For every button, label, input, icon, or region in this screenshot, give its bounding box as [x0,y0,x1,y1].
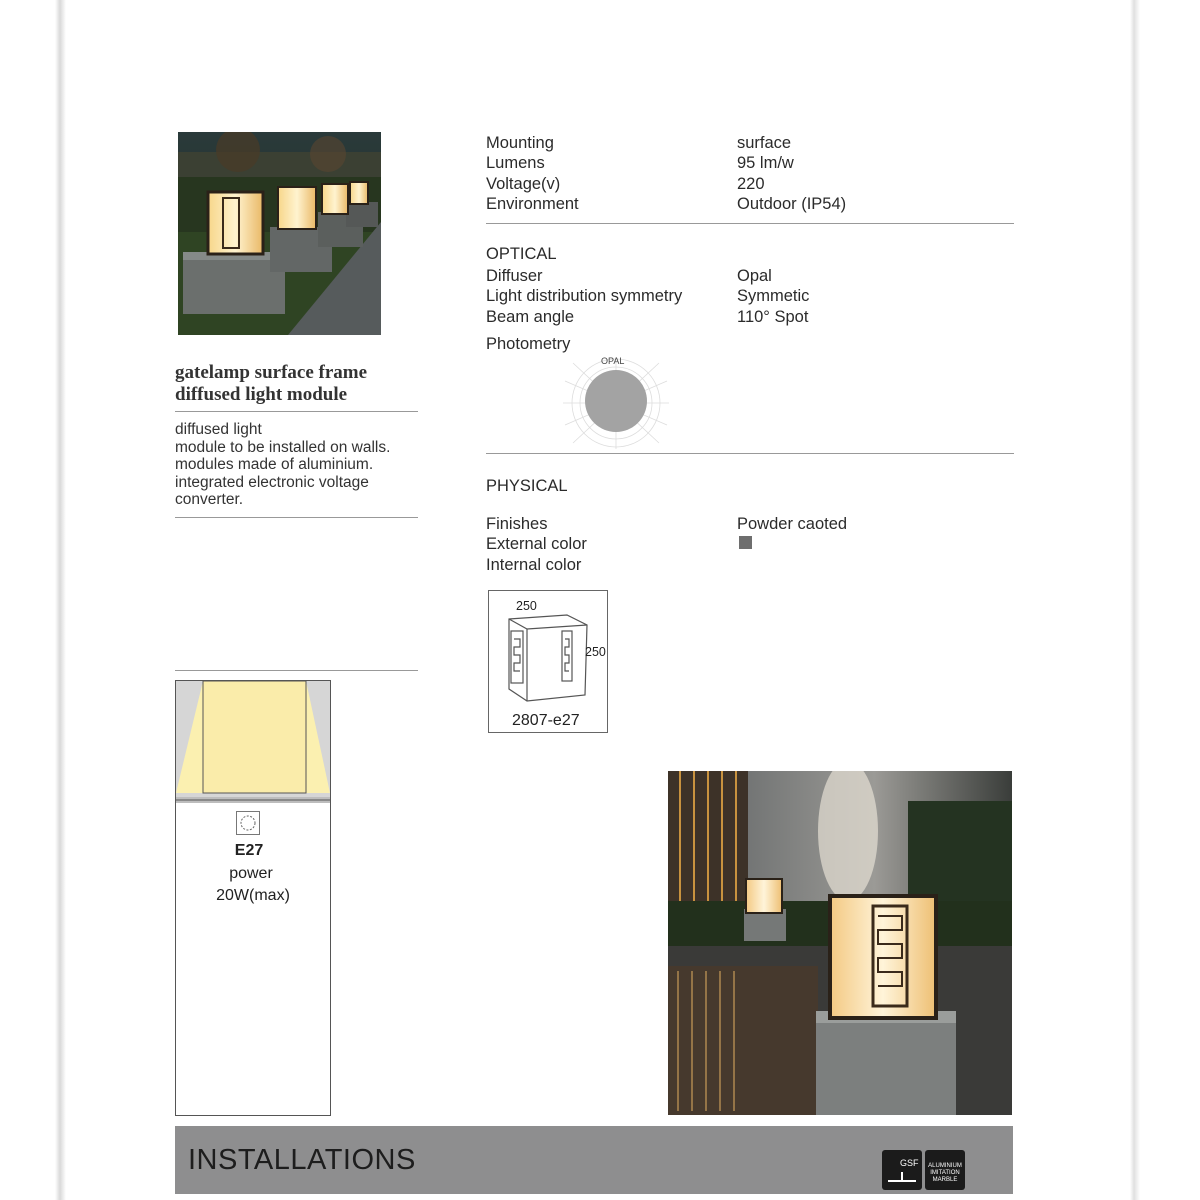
installations-heading: INSTALLATIONS [188,1144,416,1176]
spec-value: Outdoor (IP54) [737,194,847,213]
description-line: converter. [175,491,244,508]
general-spec-labels [486,133,579,214]
divider [486,223,1014,224]
dimension-height: 250 [585,645,606,659]
spec-label: Internal color [486,555,582,574]
installations-bar [175,1126,1013,1194]
description-line: integrated electronic voltage [175,473,369,491]
divider [486,453,1014,454]
optical-spec-labels [486,266,682,327]
gsf-badge [882,1150,922,1190]
product-title-line2: diffused light module [175,384,348,405]
description-line: modules made of aluminium. [175,456,374,473]
power-label: power [229,865,273,882]
spec-label: Lumens [486,154,545,173]
photometry-label: Photometry [486,335,571,353]
mount-icon-stem [901,1172,903,1180]
material-line2: IMITATION [930,1170,960,1176]
physical-spec-labels [486,514,587,575]
physical-heading: PHYSICAL [486,477,568,495]
power-value: 20W(max) [216,887,290,904]
spec-label: Light distribution symmetry [486,287,683,306]
product-title-line1: gatelamp surface frame [175,362,368,383]
socket-type: E27 [234,842,264,859]
description-line: module to be installed on walls. [175,438,391,456]
spec-label: Finishes [486,515,548,533]
optical-heading: OPTICAL [486,245,557,263]
divider [175,670,418,671]
mount-icon [888,1180,916,1182]
model-number: 2807-e27 [512,712,580,729]
spec-label: Environment [486,194,579,213]
page-edge-left [0,0,66,1200]
spec-value: 110° Spot [737,307,809,326]
spec-value: 95 lm/w [737,154,794,173]
product-photo-garden [178,132,381,335]
lamp-info-panel [175,680,331,1116]
optical-spec-values [737,266,809,327]
bulb-socket-icon [236,811,260,835]
spec-value: Symmetic [737,287,810,306]
spec-label: Voltage(v) [486,174,561,193]
dimension-drawing [488,590,608,733]
divider [175,517,418,518]
spec-value: 220 [737,174,765,193]
dimension-width: 250 [516,599,537,613]
spec-label: Diffuser [486,267,543,285]
product-title [175,362,420,406]
product-photo-night [668,771,1012,1115]
photometry-tag: OPAL [601,356,625,366]
gsf-badge-text: GSF [900,1158,919,1168]
spec-value: surface [737,134,792,152]
photometry-diagram [563,353,669,449]
description-line: diffused light [175,421,262,438]
material-line1: ALUMINIUM [928,1163,962,1169]
spec-label: Beam angle [486,307,575,326]
spec-label: External color [486,535,587,554]
finish-value: Powder caoted [737,515,848,533]
material-badge [925,1150,965,1190]
external-color-swatch [739,536,752,549]
spec-label: Mounting [486,134,554,152]
spec-value: Opal [737,267,772,285]
general-spec-values [737,133,846,214]
page-edge-right [1130,0,1200,1200]
divider [175,411,418,412]
material-line3: MARBLE [932,1177,958,1183]
product-description [175,421,425,509]
